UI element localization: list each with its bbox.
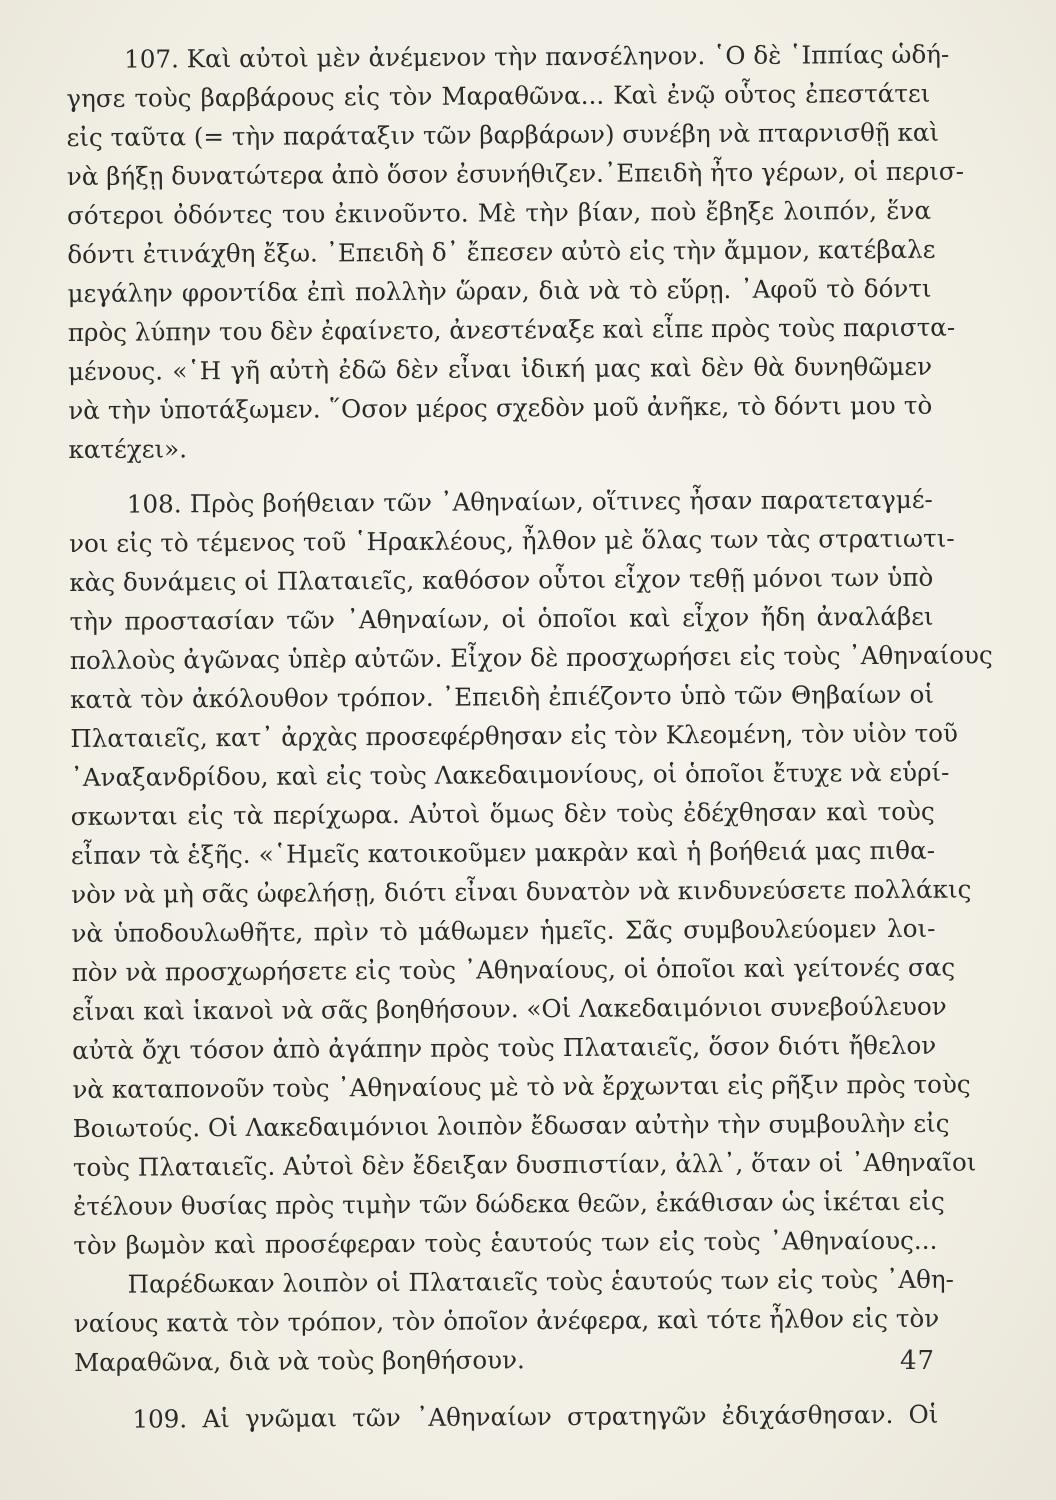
text-line: Βοιωτούς. Οἱ Λακεδαιμόνιοι λοιπὸν ἔδωσαν αὐτὴν τὴν συμβουλὴν εἰς — [72, 1108, 950, 1143]
text-line: νὸν νὰ μὴ σᾶς ὠφελήσῃ, διότι εἶναι δυνατὸν νὰ κινδυνεύσετε πολλάκις — [71, 874, 972, 909]
text-line: πρὸς λύπην του δὲν ἐφαίνετο, ἀνεστέναξε καὶ εἶπε πρὸς τοὺς παριστα- — [67, 312, 956, 347]
text-line: πὸν νὰ προσχωρήσετε εἰς τοὺς ᾿Αθηναίους, οἱ ὁποῖοι καὶ γείτονές σας — [71, 952, 956, 987]
text-line: τοὺς Πλαταιεῖς. Αὐτοὶ δὲν ἔδειξαν δυσπιστίαν, ἀλλ᾿, ὅταν οἱ ᾿Αθηναῖοι — [72, 1147, 977, 1182]
text-line: εἰς ταῦτα (= τὴν παράταξιν τῶν βαρβάρων) συνέβη νὰ πταρνισθῇ καὶ — [66, 117, 940, 152]
text-line: τὴν προστασίαν τῶν ᾿Αθηναίων, οἱ ὁποῖοι καὶ εἶχον ἤδη ἀναλάβει — [69, 601, 934, 636]
text-line: τὸν βωμὸν καὶ προσέφεραν τοὺς ἑαυτούς των εἰς τοὺς ᾿Αθηναίους... — [73, 1225, 938, 1260]
text-line: σκωνται εἰς τὰ περίχωρα. Αὐτοὶ ὅμως δὲν τοὺς ἐδέχθησαν καὶ τοὺς — [70, 796, 935, 831]
text-line: νὰ βήξῃ δυνατώτερα ἀπὸ ὅσον ἐσυνήθιζεν.᾿Επειδὴ ἦτο γέρων, οἱ περισ- — [66, 156, 965, 191]
text-line: ἐτέλουν θυσίας πρὸς τιμὴν τῶν δώδεκα θεῶν, ἐκάθισαν ὡς ἱκέται εἰς — [73, 1186, 945, 1221]
text-line: Μαραθῶνα, διὰ νὰ τοὺς βοηθήσουν. — [73, 1345, 525, 1377]
text-line: μεγάλην φροντίδα ἐπὶ πολλὴν ὥραν, διὰ νὰ τὸ εὕρῃ. ᾿Αφοῦ τὸ δόντι — [67, 273, 932, 308]
text-line: Παρέδωκαν λοιπὸν οἱ Πλαταιεῖς τοὺς ἑαυτούς των εἰς τοὺς ᾿Αθη- — [127, 1264, 955, 1299]
text-line: Πλαταιεῖς, κατ᾿ ἀρχὰς προσεφέρθησαν εἰς τὸν Κλεομένη, τὸν υἱὸν τοῦ — [70, 718, 959, 753]
text-line: κατὰ τὸν ἀκόλουθον τρόπον. ᾿Επειδὴ ἐπιέζοντο ὑπὸ τῶν Θηβαίων οἱ — [69, 679, 935, 714]
text-line: εἶπαν τὰ ἑξῆς. «῾Ημεῖς κατοικοῦμεν μακρὰν καὶ ἡ βοήθειά μας πιθα- — [70, 835, 936, 870]
text-line: κὰς δυνάμεις οἱ Πλαταιεῖς, καθόσον οὗτοι εἶχον τεθῇ μόνοι των ὑπὸ — [69, 562, 934, 597]
text-line: νὰ τὴν ὑποτάξωμεν. ῞Οσον μέρος σχεδὸν μοῦ ἀνῆκε, τὸ δόντι μου τὸ — [68, 390, 933, 425]
text-line: 109. Αἱ γνῶμαι τῶν ᾿Αθηναίων στρατηγῶν ἐδιχάσθησαν. Οἱ — [132, 1399, 939, 1434]
text-line: εἶναι καὶ ἱκανοὶ νὰ σᾶς βοηθήσουν. «Οἱ Λακεδαιμόνιοι συνεβούλευον — [71, 991, 947, 1026]
page-number: 47 — [900, 1346, 936, 1376]
text-line: νοι εἰς τὸ τέμενος τοῦ ῾Ηρακλέους, ἦλθον μὲ ὅλας των τὰς στρατιωτι- — [68, 523, 955, 558]
text-line: νὰ καταπονοῦν τοὺς ᾿Αθηναίους μὲ τὸ νὰ ἔρχωνται εἰς ρῆξιν πρὸς τοὺς — [72, 1069, 971, 1104]
text-line: ᾿Αναξανδρίδου, καὶ εἰς τοὺς Λακεδαιμονίους, οἱ ὁποῖοι ἔτυχε νὰ εὑρί- — [70, 757, 950, 792]
text-line: δόντι ἐτινάχθη ἔξω. ᾿Επειδὴ δ᾿ ἔπεσεν αὐτὸ εἰς τὴν ἄμμον, κατέβαλε — [67, 234, 936, 269]
text-line: γησε τοὺς βαρβάρους εἰς τὸν Μαραθῶνα... Καὶ ἐνῷ οὗτος ἐπεστάτει — [66, 78, 931, 113]
page-text — [66, 35, 993, 1439]
text-line: μένους. «῾Η γῆ αὐτὴ ἐδῶ δὲν εἶναι ἰδική μας καὶ δὲν θὰ δυνηθῶμεν — [67, 351, 933, 386]
text-line: πολλοὺς ἀγῶνας ὑπὲρ αὐτῶν. Εἶχον δὲ προσχωρήσει εἰς τοὺς ᾿Αθηναίους — [69, 640, 993, 675]
text-line: νὰ ὑποδουλωθῆτε, πρὶν τὸ μάθωμεν ἡμεῖς. Σᾶς συμβουλεύομεν λοι- — [71, 913, 936, 948]
text-line: σότεροι ὀδόντες του ἐκινοῦντο. Μὲ τὴν βίαν, ποὺ ἔβηξε λοιπόν, ἕνα — [66, 195, 932, 230]
text-line: κατέχει». — [68, 434, 188, 464]
text-line: 107. Καὶ αὐτοὶ μὲν ἀνέμενον τὴν πανσέληνον. ῾Ο δὲ ῾Ιππίας ὡδή- — [124, 39, 950, 74]
text-line: αὐτὰ ὄχι τόσον ἀπὸ ἀγάπην πρὸς τοὺς Πλαταιεῖς, ὅσον διότι ἤθελον — [72, 1030, 937, 1065]
text-line: ναίους κατὰ τὸν τρόπον, τὸν ὁποῖον ἀνέφερα, καὶ τότε ἦλθον εἰς τὸν — [73, 1303, 940, 1338]
text-line: 108. Πρὸς βοήθειαν τῶν ᾿Αθηναίων, οἵτινες ἦσαν παρατεταγμέ- — [126, 484, 933, 519]
